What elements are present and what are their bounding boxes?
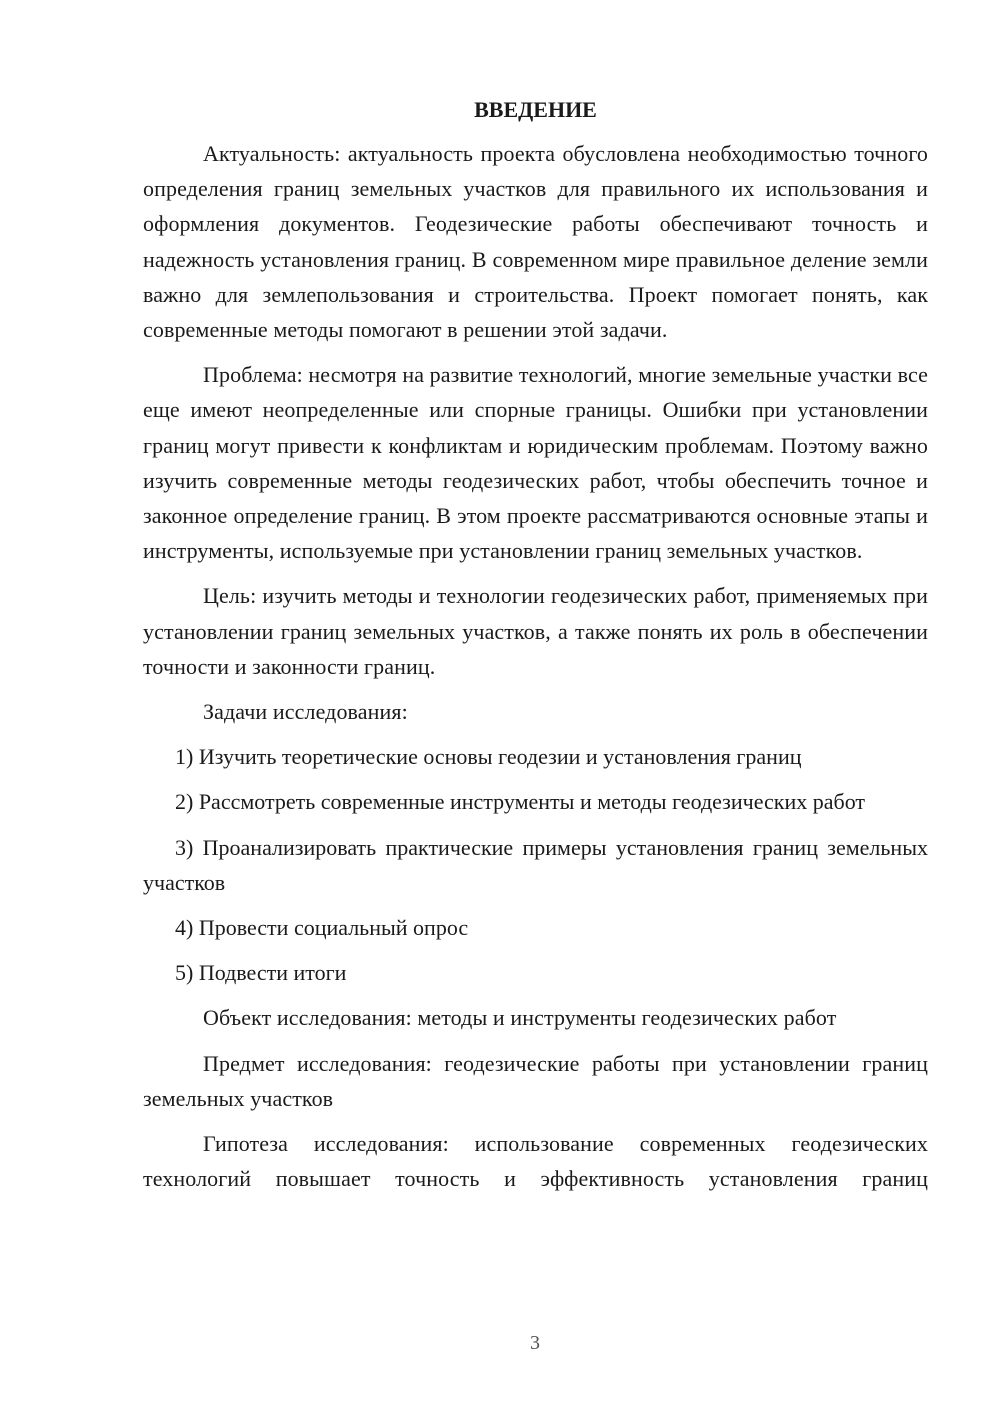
paragraph-subject: Предмет исследования: геодезические работы при установлении границ земельных участков	[143, 1050, 928, 1111]
page-content	[143, 92, 928, 1206]
paragraph-object: Объект исследования: методы и инструменты геодезических работ	[203, 1005, 837, 1031]
paragraph-problem: Проблема: несмотря на развитие технологий, многие земельные участки все еще имеют неопределенные или спорные границы. Ошибки при установлении границ могут привести к конфликтам и юридическим проблемам. Поэтому важно изучить современные методы геодезических работ, чтобы обеспечить точное и законное определение границ. В этом проекте рассматриваются основные этапы и инструменты, используемые при установлении границ земельных участков.	[143, 362, 928, 564]
task-item-3: 3) Проанализировать практические примеры установления границ земельных участков	[143, 834, 928, 895]
task-item-4: 4) Провести социальный опрос	[175, 915, 469, 941]
paragraph-relevance: Актуальность: актуальность проекта обусловлена необходимостью точного определения границ земельных участков для правильного их использования и оформления документов. Геодезические работы обеспечивают точность и надежность установления границ. В современном мире правильное деление земли важно для землепользования и строительства. Проект помогает понять, как современные методы помогают в решении этой задачи.	[143, 141, 928, 343]
task-item-2: 2) Рассмотреть современные инструменты и методы геодезических работ	[175, 789, 866, 815]
paragraph-goal: Цель: изучить методы и технологии геодезических работ, применяемых при установлении границ земельных участков, а также понять их роль в обеспечении точности и законности границ.	[143, 583, 928, 679]
tasks-heading: Задачи исследования:	[203, 699, 408, 725]
task-item-5: 5) Подвести итоги	[175, 960, 347, 986]
paragraph-hypothesis: Гипотеза исследования: использование современных геодезических технологий повышает точность и эффективность установления границ	[143, 1131, 928, 1192]
page-number: 3	[530, 1332, 540, 1354]
task-item-1: 1) Изучить теоретические основы геодезии и установления границ	[175, 744, 802, 770]
page-title: ВВЕДЕНИЕ	[474, 97, 597, 122]
